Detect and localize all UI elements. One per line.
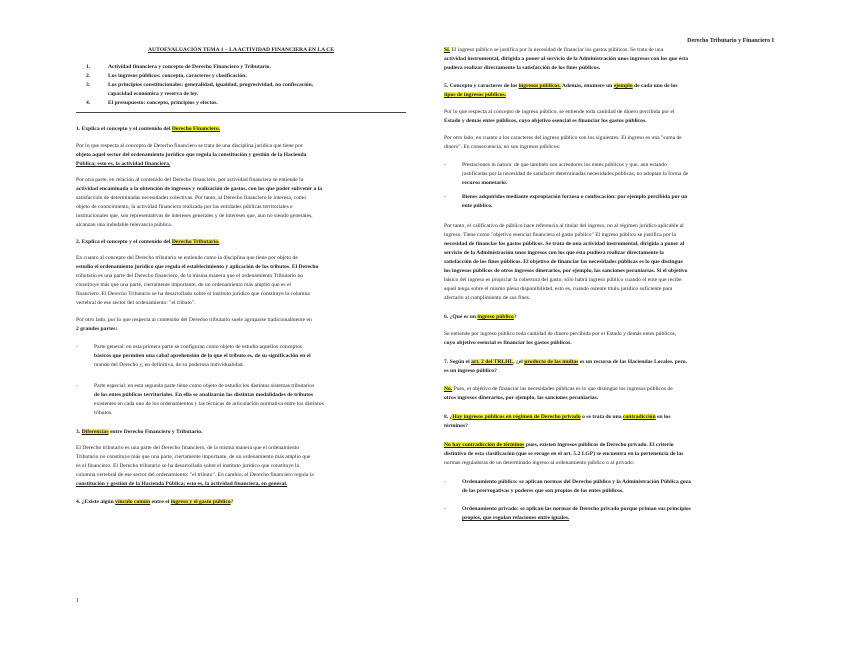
q1-p2-line-5: institucionales que, son representativas de intereses generales y de intereses que, aun no siendo generales, xyxy=(76,213,313,219)
q2-line-5: financiero. El Derecho Tributario se ha desarrollado sobre el instituto jurídico que constituye la columna xyxy=(76,291,310,297)
q1-p2-line-4: objeto de conocimiento, la actividad financiera realizada por las entidades públicas territoriales e xyxy=(76,204,293,210)
q8-line-2: distintivo de esta clasificación (que se recoge en el art. 5.2 LGP) se encuentra en la pertenencia de las xyxy=(444,451,684,457)
q3-line-2: Tributario no constituye más que una parte, ciertamente importante, de un ordenamiento más amplio que xyxy=(76,454,311,460)
q1-p2-line-6: alcanzan una indudable relevancia pública. xyxy=(76,222,173,228)
q3-line-5: constitución y gestión de la Hacienda Pública; esto es, la actividad financiera, en general. xyxy=(76,481,288,487)
q2-bullet-2-line-1: Parte especial: en esta segunda parte tiene como objeto de estudio los distintos sistemas tributarios xyxy=(94,383,315,389)
q8-bullet-1-line-2: de las prerrogativas y poderes que son propios de los entes públicos. xyxy=(462,488,624,494)
q2-line-4: constituye más que una parte, ciertamente importante, de un ordenamiento más amplio que es el xyxy=(76,282,291,288)
q2-bullet-1-line-2: básicos que permiten una cabal aprehensión de lo que el tributo es, de su significación en el xyxy=(94,353,311,359)
question-5-heading: 5. Concepto y caracteres de los ingresos públicos. Además, enumere un ejemplo de cada uno de los xyxy=(444,83,678,89)
q5-bullet-1-line-3: recurso monetario. xyxy=(462,180,508,186)
answer-4-line-2: actividad instrumental, dirigida a poner al servicio de la Administración unos ingresos con los que ésta xyxy=(444,56,689,62)
q5-p3-line-6: los ingresos públicos de otros ingresos dinerarios, por ejemplo, las sanciones pecuniarias. Si el objetivo xyxy=(444,268,688,274)
question-1-heading: 1. Explica el concepto y el contenido del Derecho Financiero. xyxy=(76,126,221,132)
q7-line-2: otros ingresos dinerarios, por ejemplo, las sanciones pecuniarias. xyxy=(444,395,599,401)
q1-line-2: objeto aquel sector del ordenamiento jurídico que regula la constitución y gestión de la Hacienda xyxy=(76,152,307,158)
q2-line-2: estudio el ordenamiento jurídico que regula el establecimiento y aplicación de los tributos. El Derecho xyxy=(76,264,319,270)
q5-p2-line-2: dinero". En consecuencia, no son ingresos públicos: xyxy=(444,144,561,150)
q2-bullet-2-line-4: tributos. xyxy=(94,410,113,416)
q1-p2-line-1: Por otra parte, en relación al contenido del Derecho financiero, por actividad financiera se entiende la xyxy=(76,177,304,183)
toc-item-3: 3. Los principios constitucionales: generalidad, igualdad, progresividad, no confiscación, xyxy=(86,82,314,88)
q8-bullet-2-line-2: propios, que regulan relaciones entre iguales. xyxy=(462,515,570,521)
q1-line-3: Pública; esto es, la actividad financiera. xyxy=(76,161,171,167)
answer-4-line-1: Sí. El ingreso público se justifica por la necesidad de financiar los gastos públicos. Se trata de una xyxy=(444,47,664,53)
q5-p3-line-9: afectarlo al cumplimiento de sus fines. xyxy=(444,295,531,301)
bullet-dash: - xyxy=(76,383,78,389)
q5-bullet-2-line-2: ente público. xyxy=(462,203,493,209)
q2-bullet-2-line-3: existentes en cada uno de los ordenamientos y las técnicas de articulación normativa entre los distintos xyxy=(94,401,324,407)
q5-p3-line-5: satisfacción de los fines públicos. El objetivo de financiar las necesidades públicas es lo que distingue xyxy=(444,259,683,265)
question-6-heading: 6. ¿Qué es un ingreso público? xyxy=(444,314,517,320)
q5-p2-line-1: Por otro lado, en cuanto a los caracteres del ingreso público son los siguientes: El ingreso es una "suma de xyxy=(444,135,682,141)
q7-line-1: No. Pues, el objetivo de financiar las necesidades públicas es lo que distingue los ingresos públicos de xyxy=(444,386,673,392)
q5-p3-line-8: aquél tenga sobre el mismo plena disponibilidad, esto es, cuando ostente título jurídico suficiente para xyxy=(444,286,673,292)
q5-p1-line-1: Por lo que respecta al concepto de ingreso público, se entiende toda cantidad de dinero percibida por el xyxy=(444,109,675,115)
toc-item-2: 2. Los ingresos públicos: concepto, caracteres y clasificación. xyxy=(86,73,247,79)
q3-line-3: es el financiero. El Derecho tributario se ha desarrollado sobre el instituto jurídico que constituye la xyxy=(76,463,300,469)
running-header: Derecho Tributario y Financiero I xyxy=(687,38,774,44)
q5-p1-line-2: Estado y demás entes públicos, cuyo objetivo esencial es financiar los gastos públicos. xyxy=(444,118,647,124)
bullet-dash: - xyxy=(444,479,446,485)
q2-line-1: En cuanto al concepto del Derecho tributario se entiende como la disciplina que tiene por objeto de xyxy=(76,255,298,261)
q5-p3-line-4: servicio de la Administración unos ingresos con los que ésta pudiera realizar directamente la xyxy=(444,250,664,256)
q5-p3-line-7: básico del ingreso es propiciar la cobertura del gasto, sólo habrá ingreso público cuando el ente que recibe xyxy=(444,277,682,283)
q3-line-4: columna vertebral de ese sector del ordenamiento: "el tributo". En cambio, el Derecho financiero regula la xyxy=(76,472,314,478)
q5-bullet-1-line-1: Prestaciones in natura: de que también son acreedores los entes públicos y que, aun estando xyxy=(462,162,667,168)
toc-item-1: 1. Actividad financiera y concepto de Derecho Financiero y Tributario. xyxy=(86,64,271,70)
q6-line-2: cuyo objetivo esencial es financiar los gastos públicos. xyxy=(444,340,572,346)
q2-bullet-2-line-2: de los entes públicos territoriales. En ella se analizarán las distintas modalidades de tributos xyxy=(94,392,314,398)
q2-line-3: tributario es una parte del Derecho financiero, de la misma manera que el ordenamiento Tributario no xyxy=(76,273,304,279)
q2-p2-line-1: Por otro lado, por lo que respecta al contenido del Derecho tributario suele agruparse tradicionalmente en xyxy=(76,317,312,323)
q1-line-1: Por lo que respecta al concepto de Derecho financiero se trata de una disciplina jurídica que tiene por xyxy=(76,143,303,149)
title-divider xyxy=(76,112,406,113)
q5-p3-line-1: Por tanto, el calificativo de público hace referencia al titular del ingreso, no al régimen jurídico aplicable al xyxy=(444,223,684,229)
q8-bullet-2-line-1: Ordenamiento privado: se aplican las normas de Derecho privado porque priman sus principios xyxy=(462,506,691,512)
toc-item-3-cont: capacidad económica y reserva de ley. xyxy=(108,91,199,97)
q6-line-1: Se entiende por ingreso público toda cantidad de dinero percibida por el Estado y demás entes públicos, xyxy=(444,331,677,337)
bullet-dash: - xyxy=(444,162,446,168)
q2-bullet-1-line-3: mundo del Derecho y, en definitiva, de su poderosa individualidad. xyxy=(94,362,245,368)
q2-p2-line-2: 2 grandes partes: xyxy=(76,326,118,332)
question-3-heading: 3. Diferencias entre Derecho Financiero y Tributario. xyxy=(76,429,203,435)
question-5-heading-cont: tipos de ingresos públicos. xyxy=(444,92,507,98)
q5-p3-line-2: ingreso. Tiene como "objetivo esencial financiera el gasto público" El ingreso público se justifica por la xyxy=(444,232,676,238)
q8-line-1: No hay contradicción de términos pues, existen ingresos públicos de Derecho privado. El criterio xyxy=(444,442,674,448)
page-number: 1 xyxy=(76,598,79,604)
q8-line-3: normas reguladoras de un determinado ingreso al ordenamiento público o al privado: xyxy=(444,460,635,466)
q2-line-6: vertebral de ese sector del ordenamiento: "el tributo". xyxy=(76,300,196,306)
q5-p3-line-3: necesidad de financiar los gastos públicos. Se trata de una actividad instrumental, dirigida a poner al xyxy=(444,241,685,247)
answer-4-line-3: pudiera realizar directamente la satisfacción de los fines públicos. xyxy=(444,65,601,71)
q1-p2-line-3: satisfacción de determinadas necesidades colectivas. Por tanto, al Derecho financiero le interesa, como xyxy=(76,195,307,201)
bullet-dash: - xyxy=(76,344,78,350)
q5-bullet-2-line-1: Bienes adquiridos mediante expropiación forzosa o confiscación: por ejemplo percibida por un xyxy=(462,194,688,200)
question-7-heading-cont: es un ingreso público? xyxy=(444,368,497,374)
q8-bullet-1-line-1: Ordenamiento público: se aplican normas del Derecho público y la Administración Pública goza xyxy=(462,479,691,485)
bullet-dash: - xyxy=(444,506,446,512)
question-4-heading: 4. ¿Existe algún vínculo común entre el ingreso y el gasto público? xyxy=(76,499,234,505)
toc-item-4: 4. El presupuesto: concepto, principios y efectos. xyxy=(86,100,218,106)
question-7-heading: 7. Según el art. 2 del TRLHL, ¿el producto de las multas es un recurso de las Haciendas Locales, pero, xyxy=(444,359,687,365)
q3-line-1: El Derecho tributario es una parte del Derecho financiero, de la misma manera que el ordenamiento xyxy=(76,445,300,451)
question-8-heading: 8. ¿Hay ingresos públicos en régimen de Derecho privado o se trata de una contradicción en los xyxy=(444,414,671,420)
question-8-heading-cont: términos? xyxy=(444,423,468,429)
q2-bullet-1-line-1: Parte general: en esta primera parte se configuran como objeto de estudio aquellos conceptos xyxy=(94,344,302,350)
bullet-dash: - xyxy=(444,194,446,200)
question-2-heading: 2. Explica el concepto y el contenido del Derecho Tributario. xyxy=(76,239,220,245)
document-title: AUTOEVALUACIÓN TEMA 1 – LA ACTIVIDAD FINANCIERA EN LA CE xyxy=(147,47,335,53)
q5-bullet-1-line-2: justificadas por la necesidad de satisfacer determinadas necesidades públicas, no adoptan la forma de xyxy=(462,171,689,177)
q1-p2-line-2: actividad encaminada a la obtención de ingresos y realización de gastos, con los que poder subvenir a la xyxy=(76,186,323,192)
